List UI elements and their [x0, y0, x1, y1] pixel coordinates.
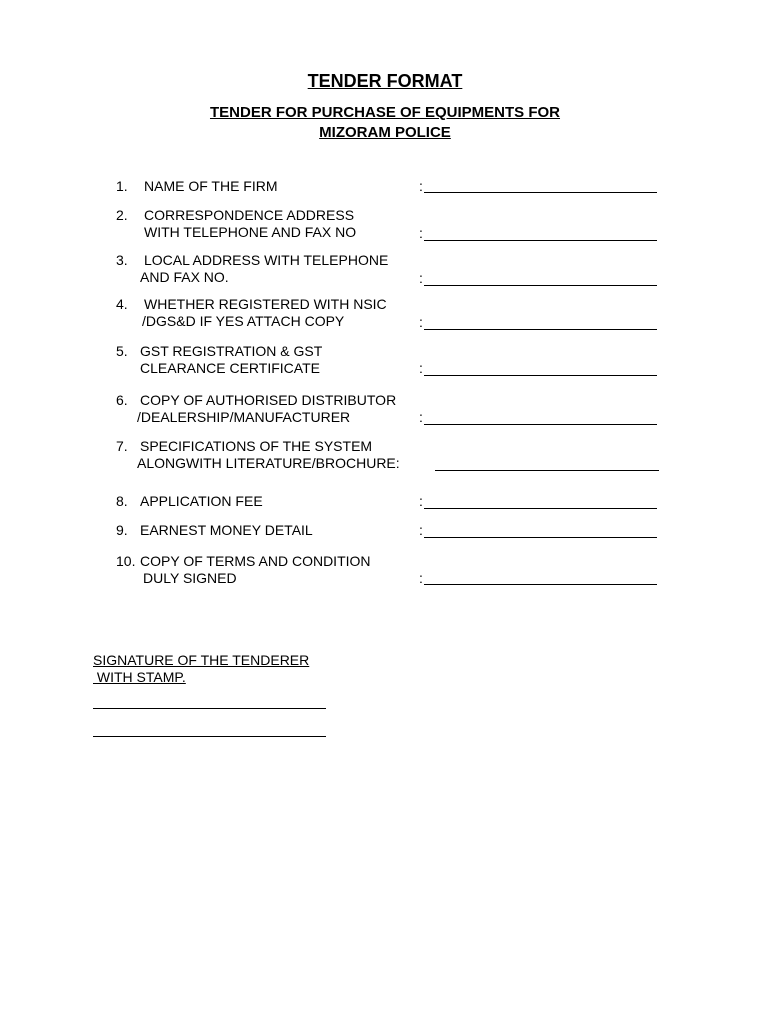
signature-label: SIGNATURE OF THE TENDERER — [93, 652, 310, 668]
stamp-label: WITH STAMP. — [93, 669, 186, 685]
item-label: COPY OF TERMS AND CONDITION — [140, 553, 371, 569]
colon: : — [419, 314, 423, 330]
item-label-cont: CLEARANCE CERTIFICATE — [140, 360, 320, 376]
item-label-cont: ALONGWITH LITERATURE/BROCHURE: — [137, 455, 400, 471]
specifications-field[interactable] — [435, 470, 659, 471]
tender-form-page: TENDER FORMAT TENDER FOR PURCHASE OF EQUIPMENTS FOR MIZORAM POLICE 1. NAME OF THE FIRM : 2. CORRESPONDENCE ADDRESS WITH TELEPHONE AND FAX NO : 3. LOCAL ADDRESS WITH TELEPHONE AND FAX NO. : 4. WHETHER REGISTERED WITH NSIC /DGS&D IF YES ATTACH COPY : 5. GST REGISTRATION & GST CLEARANCE CERTIFICATE : 6. COPY OF AUTHORISED DISTRIBUTOR /DEALERSHIP/MANUFACTURER : 7. SPECIFICATIONS OF THE SYSTEM ALONGWITH LITERATURE/BROCHURE: 8. APPLICATION FEE : 9. EARNEST MONEY DETAIL : 10. COPY OF TERMS AND CONDITION DULY SIGNED : SIGNATURE OF THE TENDERER WITH STAMP. — [0, 0, 770, 1024]
colon: : — [419, 409, 423, 425]
item-label-cont: DULY SIGNED — [143, 570, 237, 586]
subtitle-line-1: TENDER FOR PURCHASE OF EQUIPMENTS FOR — [209, 104, 561, 121]
colon: : — [419, 493, 423, 509]
item-label-cont: AND FAX NO. — [140, 269, 229, 285]
local-address-field[interactable] — [424, 285, 657, 286]
colon: : — [419, 270, 423, 286]
earnest-money-field[interactable] — [424, 537, 657, 538]
signature-line-2[interactable] — [93, 736, 326, 737]
firm-name-field[interactable] — [424, 192, 657, 193]
item-label-cont: /DEALERSHIP/MANUFACTURER — [137, 409, 351, 425]
application-fee-field[interactable] — [424, 508, 657, 509]
colon: : — [419, 225, 423, 241]
item-label: CORRESPONDENCE ADDRESS — [144, 207, 355, 223]
item-label: SPECIFICATIONS OF THE SYSTEM — [140, 438, 373, 454]
item-label: NAME OF THE FIRM — [144, 178, 278, 194]
signature-block — [93, 652, 309, 686]
nsic-registration-field[interactable] — [424, 329, 657, 330]
colon: : — [419, 522, 423, 538]
item-label: EARNEST MONEY DETAIL — [140, 522, 313, 538]
document-title: TENDER FORMAT — [307, 71, 463, 91]
signature-line-1[interactable] — [93, 708, 326, 709]
correspondence-address-field[interactable] — [424, 240, 657, 241]
item-label-cont: /DGS&D IF YES ATTACH COPY — [142, 313, 345, 329]
item-label-cont: WITH TELEPHONE AND FAX NO — [144, 224, 357, 240]
authorised-distributor-field[interactable] — [424, 424, 657, 425]
item-label: WHETHER REGISTERED WITH NSIC — [144, 296, 387, 312]
colon: : — [419, 360, 423, 376]
colon: : — [419, 178, 423, 194]
document-subtitle — [0, 103, 770, 143]
colon: : — [419, 570, 423, 586]
subtitle-line-2: MIZORAM POLICE — [319, 124, 451, 141]
item-label: GST REGISTRATION & GST — [140, 343, 323, 359]
item-label: LOCAL ADDRESS WITH TELEPHONE — [144, 252, 389, 268]
terms-condition-field[interactable] — [424, 584, 657, 585]
gst-registration-field[interactable] — [424, 375, 657, 376]
item-label: COPY OF AUTHORISED DISTRIBUTOR — [140, 392, 397, 408]
item-label: APPLICATION FEE — [140, 493, 263, 509]
